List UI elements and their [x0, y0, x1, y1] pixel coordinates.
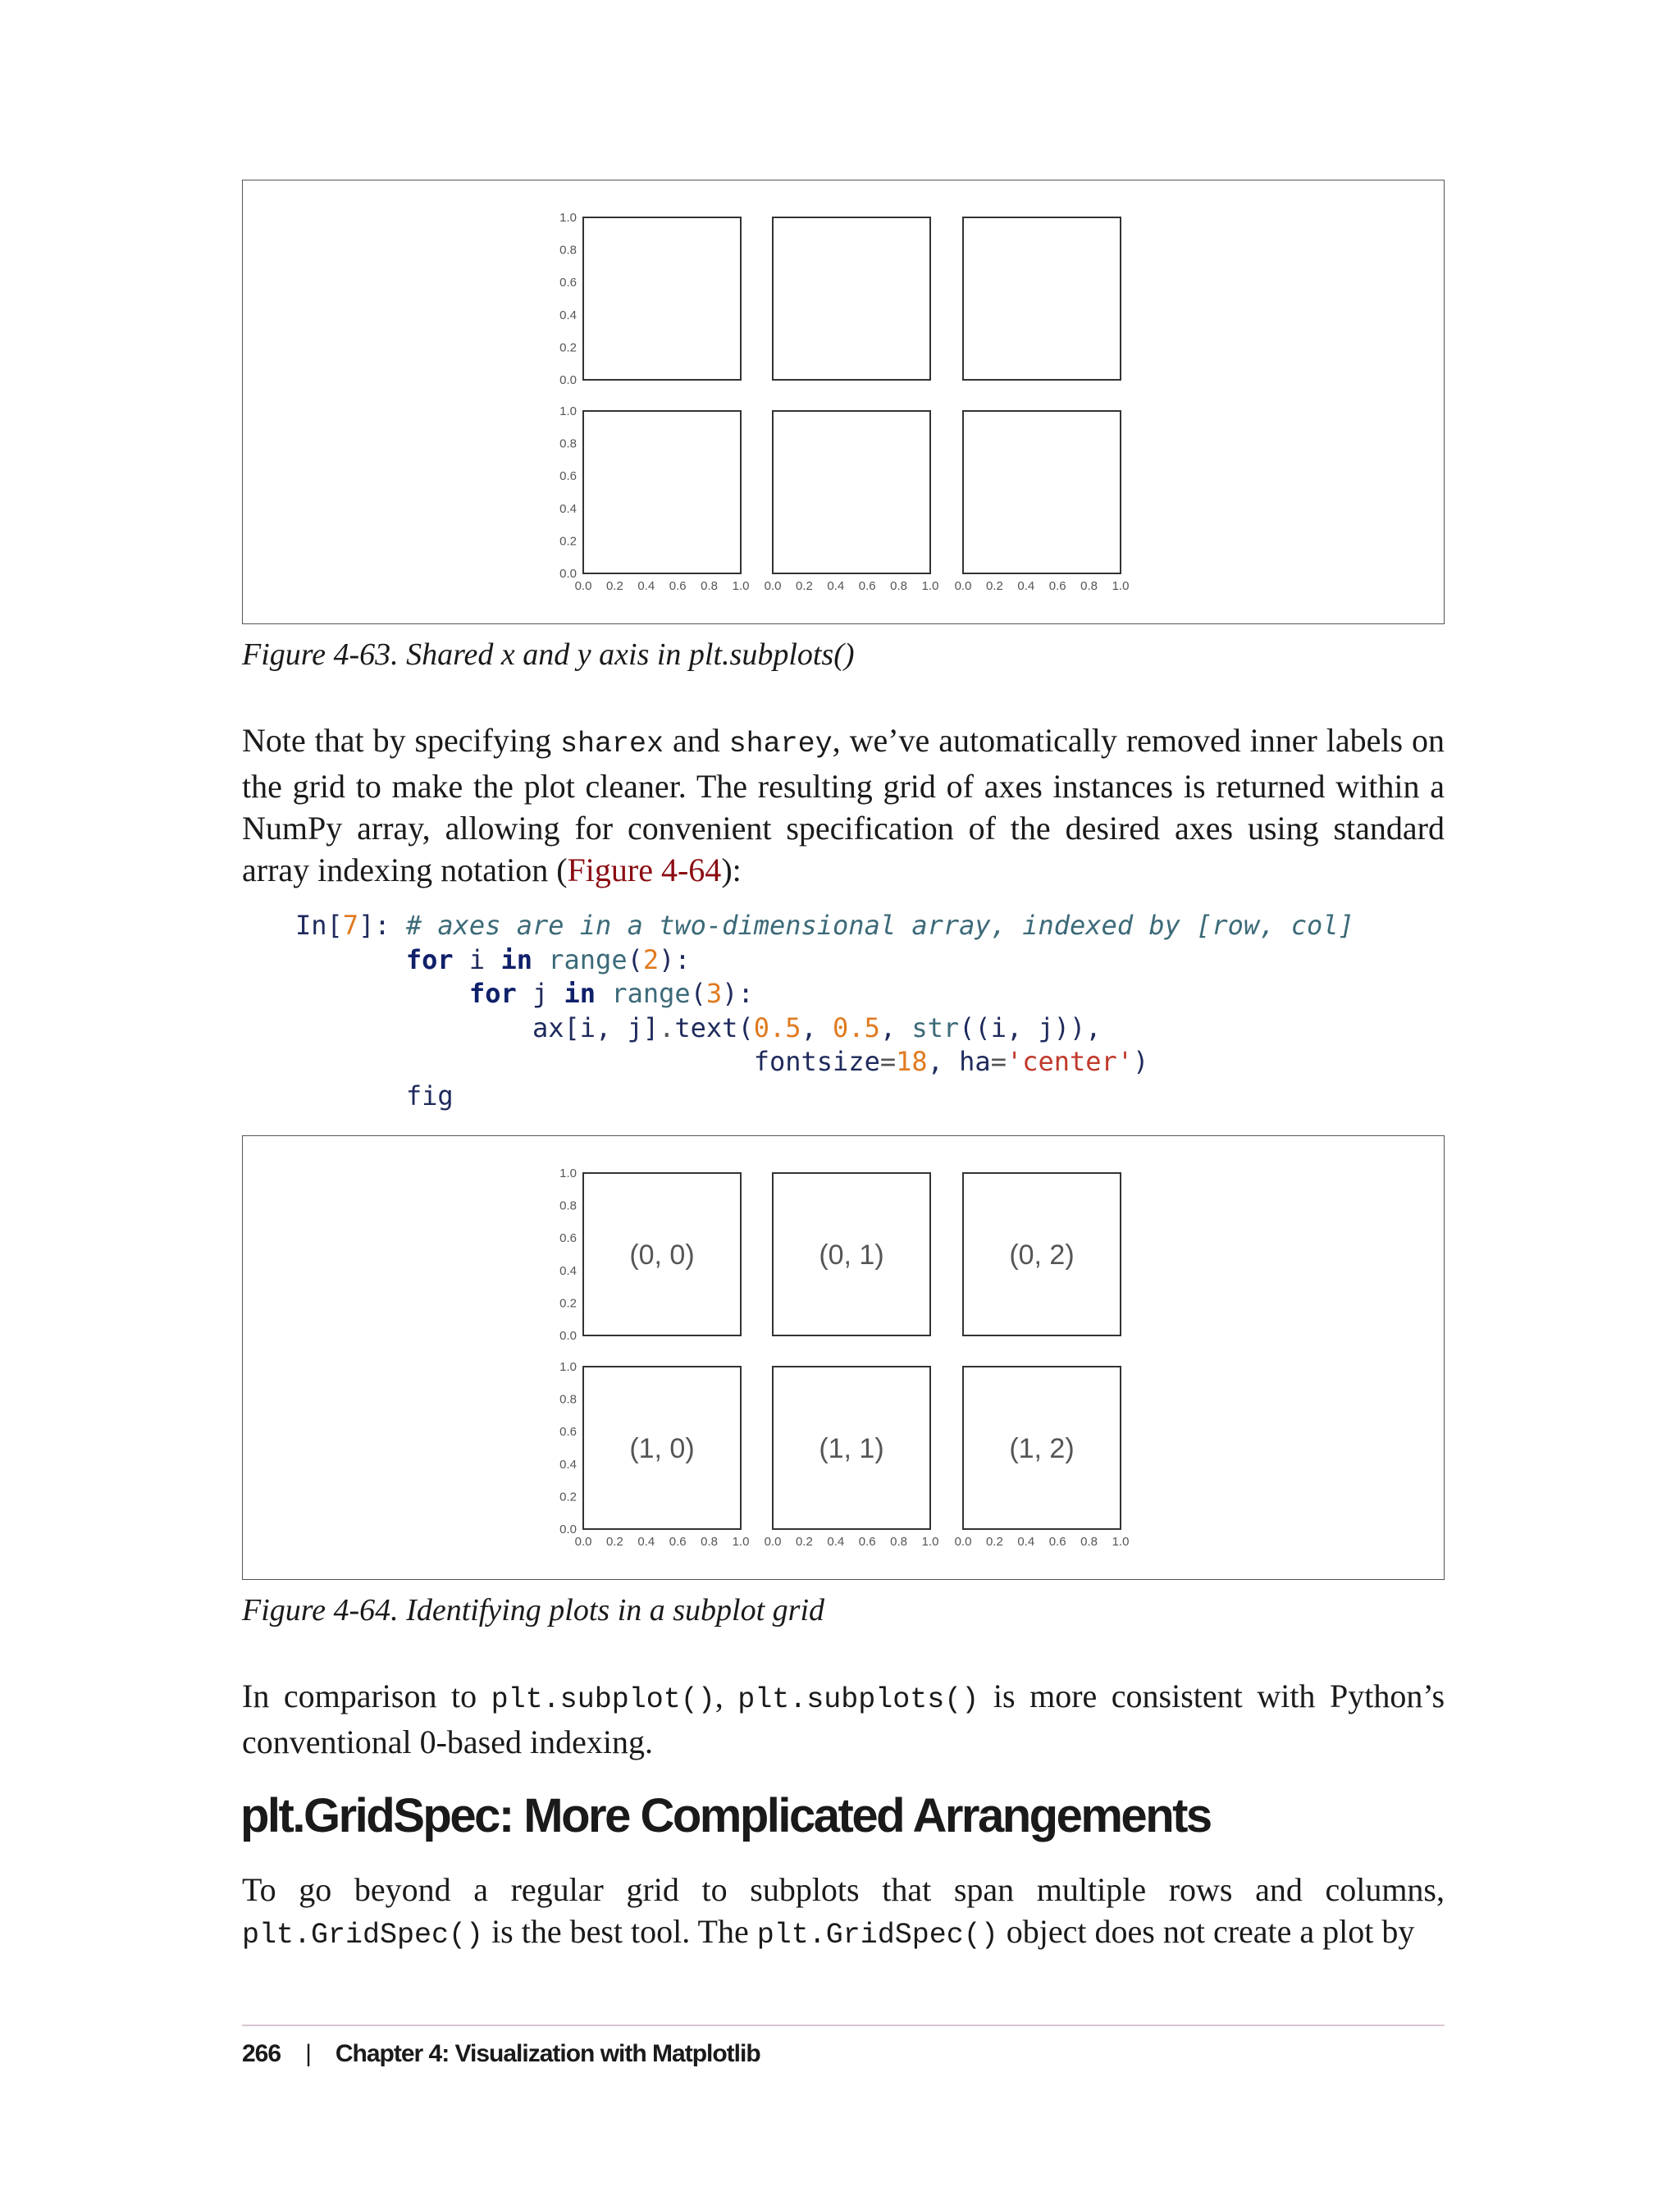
- text-run: is more consistent with Python’s conventional 0-based indexing.: [242, 1678, 1445, 1760]
- x-tick-label: 1.0: [921, 1535, 939, 1549]
- x-tick-label: 0.0: [574, 579, 592, 593]
- subplot-label-0-2: (0, 2): [1009, 1239, 1075, 1271]
- code-inline-subplot: plt.subplot(): [491, 1683, 715, 1716]
- code-token: i: [453, 943, 501, 975]
- section-heading: plt.GridSpec: More Complicated Arrangements: [240, 1789, 1211, 1842]
- code-block: [295, 909, 1354, 1113]
- y-tick-label: 0.8: [559, 1198, 577, 1213]
- subplot-axes-1-1: [773, 411, 930, 573]
- x-tick-label: 0.2: [605, 1535, 623, 1549]
- subplot-grid-1: [243, 180, 1445, 625]
- chapter-title: Chapter 4: Visualization with Matplotlib: [335, 2040, 760, 2067]
- figure-4-64: [242, 1135, 1445, 1580]
- footer-separator: |: [305, 2040, 311, 2067]
- subplot-grid-2: [243, 1136, 1445, 1581]
- y-tick-label: 1.0: [559, 211, 577, 225]
- code-number: 3: [705, 978, 723, 1009]
- y-tick-label: 0.2: [559, 1490, 577, 1504]
- figure-caption-4-64: Figure 4-64. Identifying plots in a subplot grid: [242, 1593, 824, 1628]
- code-number: 2: [642, 943, 660, 975]
- x-tick-label: 0.2: [795, 579, 813, 593]
- y-tick-label: 0.4: [559, 501, 577, 516]
- y-tick-label: 0.6: [559, 276, 577, 290]
- y-tick-label: 0.0: [559, 1329, 577, 1343]
- y-tick-label: 0.6: [559, 469, 577, 484]
- figure-4-63: [242, 180, 1445, 624]
- x-tick-label: 0.2: [985, 1535, 1003, 1549]
- x-tick-label: 0.2: [985, 579, 1003, 593]
- y-tick-label: 0.2: [559, 534, 577, 549]
- text-run: ,: [714, 1678, 738, 1714]
- text-run: To go beyond a regular grid to subplots that span multiple rows and columns,: [242, 1871, 1445, 1908]
- x-tick-label: 1.0: [732, 1535, 750, 1549]
- y-tick-label: 0.4: [559, 1457, 577, 1472]
- x-tick-label: 0.6: [858, 579, 876, 593]
- x-tick-label: 1.0: [732, 579, 750, 593]
- x-tick-label: 0.2: [605, 579, 623, 593]
- x-tick-label: 0.6: [669, 579, 687, 593]
- code-inline-sharey: sharey: [728, 728, 833, 760]
- page-number: 266: [242, 2040, 281, 2067]
- y-tick-label: 0.4: [559, 1263, 577, 1278]
- y-tick-label: 0.6: [559, 1425, 577, 1440]
- x-tick-label: 0.6: [1048, 579, 1066, 593]
- code-keyword: in: [500, 943, 532, 975]
- text-run: object does not create a plot by: [998, 1913, 1415, 1950]
- code-inline-gridspec: plt.GridSpec(): [756, 1919, 998, 1952]
- code-token: (: [627, 943, 643, 975]
- text-run: In comparison to: [242, 1678, 491, 1714]
- x-tick-label: 0.4: [827, 1535, 845, 1549]
- x-tick-label: 0.8: [701, 579, 719, 593]
- y-tick-label: 0.0: [559, 373, 577, 387]
- y-tick-label: 0.6: [559, 1231, 577, 1246]
- x-tick-label: 0.0: [574, 1535, 592, 1549]
- code-number: 0.5: [833, 1011, 880, 1043]
- code-token: j: [516, 978, 564, 1009]
- subplot-axes-0-2: [963, 217, 1121, 380]
- y-tick-label: 0.4: [559, 308, 577, 322]
- text-run: and: [664, 722, 729, 759]
- code-keyword: for: [405, 943, 454, 975]
- x-tick-label: 0.2: [795, 1535, 813, 1549]
- code-comment: # axes are in a two-dimensional array, indexed by [row, col]: [405, 910, 1354, 941]
- code-indent: [295, 1046, 754, 1077]
- x-tick-label: 0.8: [890, 1535, 908, 1549]
- code-number: 18: [896, 1046, 928, 1077]
- code-token: ):: [722, 978, 754, 1009]
- x-tick-label: 0.0: [954, 579, 972, 593]
- code-token: =: [879, 1046, 897, 1077]
- code-inline-sharex: sharex: [560, 728, 664, 760]
- code-token: text: [674, 1011, 738, 1043]
- x-tick-label: 0.0: [764, 579, 782, 593]
- y-tick-label: 1.0: [559, 1360, 577, 1374]
- subplot-label-1-0: (1, 0): [629, 1433, 695, 1464]
- y-tick-label: 1.0: [559, 404, 577, 418]
- x-tick-label: 0.4: [827, 579, 845, 593]
- code-keyword: for: [468, 978, 517, 1009]
- subplot-axes-1-2: [963, 411, 1121, 573]
- x-tick-label: 0.8: [890, 579, 908, 593]
- paragraph-comparison: [242, 1675, 1445, 1763]
- code-token: ):: [659, 943, 691, 975]
- x-tick-label: 0.4: [1017, 579, 1035, 593]
- y-tick-label: 0.2: [559, 1296, 577, 1311]
- code-token: In[: [295, 910, 343, 941]
- code-token: ]:: [358, 910, 406, 941]
- x-tick-label: 1.0: [1112, 579, 1130, 593]
- subplot-label-0-0: (0, 0): [629, 1239, 695, 1271]
- subplot-axes-0-1: [773, 217, 930, 380]
- y-tick-label: 1.0: [559, 1166, 577, 1180]
- code-token: ,: [879, 1011, 912, 1043]
- code-indent: [295, 944, 406, 975]
- x-tick-label: 1.0: [1112, 1535, 1130, 1549]
- code-token: ,: [927, 1046, 960, 1077]
- x-tick-label: 0.4: [637, 579, 655, 593]
- y-tick-label: 0.0: [559, 567, 577, 581]
- subplot-label-1-2: (1, 2): [1009, 1433, 1075, 1464]
- code-token: (: [737, 1011, 754, 1043]
- code-inline-gridspec: plt.GridSpec(): [242, 1919, 484, 1952]
- y-tick-label: 0.8: [559, 1392, 577, 1407]
- x-tick-label: 1.0: [921, 579, 939, 593]
- code-indent: [295, 1012, 532, 1043]
- code-inline-subplots: plt.subplots(): [737, 1683, 979, 1716]
- code-indent: [295, 978, 469, 1009]
- code-string: 'center': [1006, 1046, 1134, 1077]
- paragraph-sharex: [242, 719, 1445, 891]
- y-tick-label: 0.2: [559, 340, 577, 355]
- x-tick-label: 0.8: [701, 1535, 719, 1549]
- footer-rule: [242, 2025, 1445, 2026]
- text-run: , we’ve automatically removed inner labels on the grid to make the plot cleaner. The resulting grid of axes instances is returned within a NumPy array, allowing for convenient specification of the desired axes using standard array indexing notation (: [242, 722, 1445, 888]
- figure-caption-4-63: Figure 4-63. Shared x and y axis in plt.subplots(): [242, 637, 855, 672]
- code-builtin: range: [532, 943, 628, 975]
- y-tick-label: 0.0: [559, 1522, 577, 1536]
- x-tick-label: 0.0: [954, 1535, 972, 1549]
- code-token: ha: [959, 1046, 991, 1077]
- subplot-label-1-1: (1, 1): [819, 1433, 884, 1464]
- y-tick-label: 0.8: [559, 436, 577, 451]
- text-run: Note that by specifying: [242, 722, 561, 759]
- subplot-axes-1-0: [583, 411, 741, 573]
- y-tick-label: 0.8: [559, 243, 577, 258]
- x-tick-label: 0.6: [669, 1535, 687, 1549]
- code-token: fig: [405, 1080, 454, 1112]
- subplot-axes-0-0: [583, 217, 741, 380]
- code-token: (: [690, 978, 706, 1009]
- code-builtin: str: [911, 1011, 960, 1043]
- code-number: 0.5: [753, 1011, 801, 1043]
- x-tick-label: 0.6: [1048, 1535, 1066, 1549]
- code-token: ((i, j)),: [959, 1011, 1102, 1043]
- code-indent: [295, 1080, 406, 1112]
- x-tick-label: 0.0: [764, 1535, 782, 1549]
- code-token: 7: [342, 910, 359, 941]
- code-builtin: range: [596, 978, 691, 1009]
- code-token: ,: [801, 1011, 833, 1043]
- text-run: is the best tool. The: [483, 1913, 757, 1950]
- x-tick-label: 0.8: [1080, 579, 1098, 593]
- code-token: ax[i, j]: [532, 1011, 660, 1043]
- x-tick-label: 0.6: [858, 1535, 876, 1549]
- code-token: =: [990, 1046, 1007, 1077]
- code-keyword: in: [564, 978, 596, 1009]
- x-tick-label: 0.4: [1017, 1535, 1035, 1549]
- x-tick-label: 0.4: [637, 1535, 655, 1549]
- code-token: .: [659, 1011, 675, 1043]
- code-token: fontsize: [753, 1046, 880, 1077]
- paragraph-gridspec: [242, 1869, 1445, 1956]
- subplot-label-0-1: (0, 1): [819, 1239, 884, 1271]
- page-footer: [242, 2040, 760, 2068]
- code-token: ): [1133, 1046, 1149, 1077]
- x-tick-label: 0.8: [1080, 1535, 1098, 1549]
- text-run: ):: [721, 851, 742, 888]
- figure-link-4-64[interactable]: Figure 4-64: [567, 851, 722, 888]
